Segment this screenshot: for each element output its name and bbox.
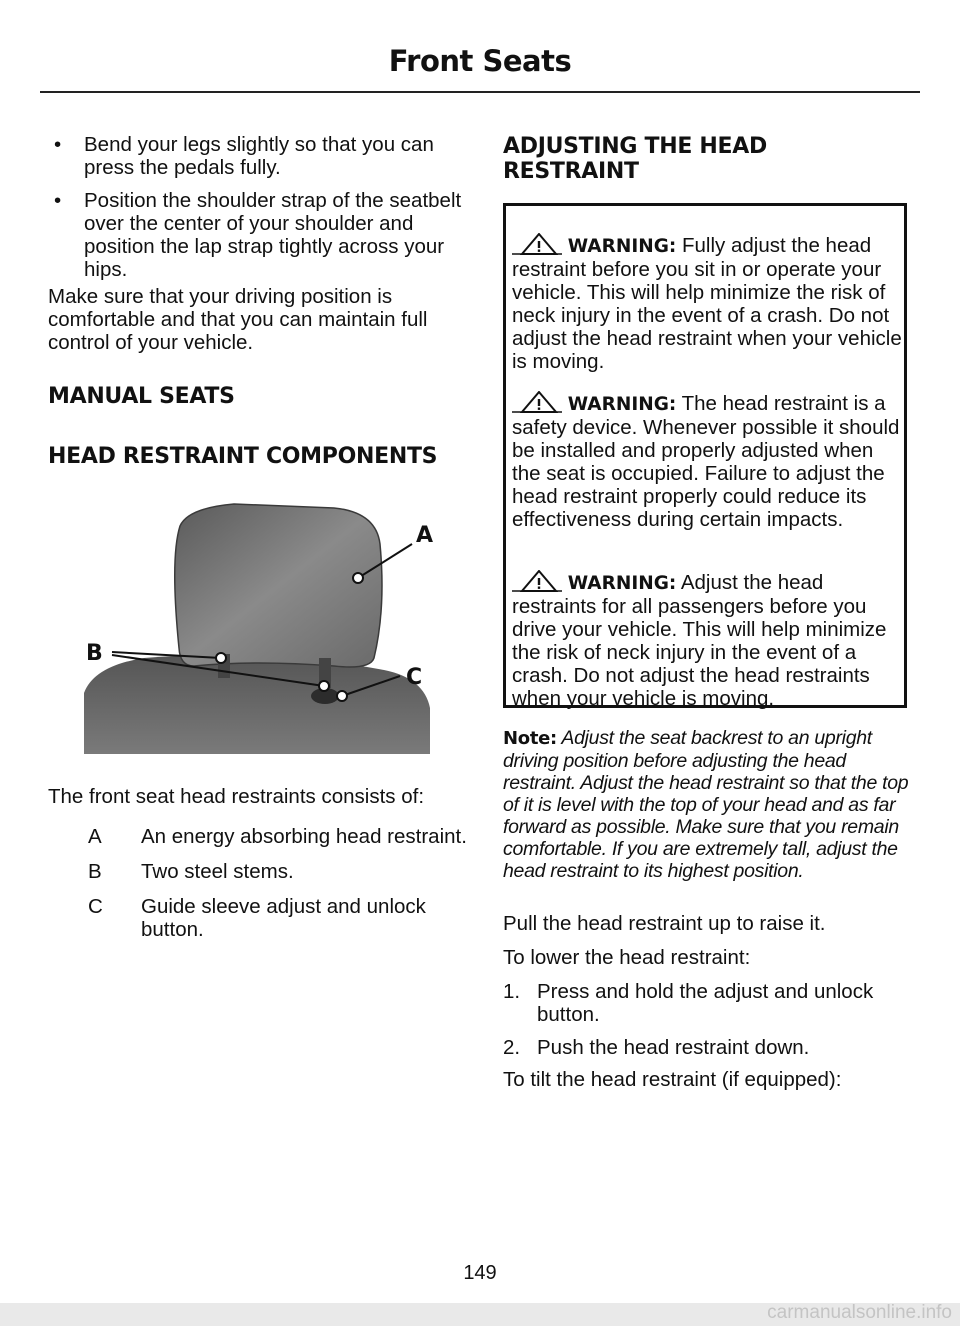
section-title-adjusting: ADJUSTING THE HEAD RESTRAINT	[503, 134, 767, 184]
warning-item	[512, 570, 904, 710]
legend-value: Guide sleeve adjust and unlock button.	[141, 895, 426, 941]
warning-text: The head restraint is a safety device. Whenever possible it should be installed and properly adjusted when the seat is occupied. Failure to adjust the head restraint properly could reduce its effectiveness during certain impacts.	[512, 392, 900, 531]
header-divider	[40, 91, 920, 93]
legend-row	[88, 895, 468, 941]
warning-label: WARNING:	[567, 394, 677, 415]
figure-label-c: C	[406, 665, 423, 690]
legend-row	[88, 860, 468, 883]
components-intro: The front seat head restraints consists of:	[48, 785, 425, 808]
components-legend	[88, 825, 468, 953]
figure-label-a: A	[416, 523, 434, 548]
step-number: 1.	[503, 980, 521, 1003]
warning-text: Fully adjust the head restraint before you sit in or operate your vehicle. This will help minimize the risk of neck injury in the event of a crash. Do not adjust the head restraint when your vehicle is moving.	[512, 234, 902, 373]
watermark: carmanualsonline.info	[767, 1302, 952, 1323]
warning-triangle-icon	[512, 570, 562, 592]
step-text: Push the head restraint down.	[537, 1036, 810, 1059]
subsection-title-components: HEAD RESTRAINT COMPONENTS	[48, 444, 438, 469]
warning-label: WARNING:	[567, 573, 677, 594]
warning-box	[503, 203, 907, 708]
legend-key: B	[88, 860, 102, 883]
legend-value: Two steel stems.	[141, 860, 294, 883]
raise-instruction: Pull the head restraint up to raise it.	[503, 912, 826, 935]
section-title-manual-seats: MANUAL SEATS	[48, 384, 235, 409]
legend-value: An energy absorbing head restraint.	[141, 825, 467, 848]
page-number: 149	[463, 1262, 497, 1284]
note-text: Adjust the seat backrest to an upright driving position before adjusting the head restraint. Adjust the head restraint so that the top of it is level with the top of your head and as far forward as possible. Make sure that you remain comfortable. If you are extremely tall, adjust the head restraint to its highest position.	[503, 727, 909, 882]
step-text: Press and hold the adjust and unlock button.	[537, 980, 874, 1026]
bullet-item: • Bend your legs slightly so that you can press the pedals fully.	[48, 133, 463, 179]
warning-text: Adjust the head restraints for all passengers before you drive your vehicle. This will help minimize the risk of neck injury in the event of a crash. Do not adjust the head restraints when your vehicle is moving.	[512, 571, 887, 710]
note-paragraph	[503, 727, 915, 882]
paragraph-driving-position: Make sure that your driving position is comfortable and that you can maintain full control of your vehicle.	[48, 285, 428, 354]
step-item	[503, 1036, 915, 1059]
warning-label: WARNING:	[567, 236, 677, 257]
warning-triangle-icon	[512, 233, 562, 255]
head-restraint-cushion	[175, 504, 382, 667]
bullet-list	[48, 133, 463, 291]
head-restraint-figure	[84, 498, 434, 754]
tilt-intro: To tilt the head restraint (if equipped):	[503, 1068, 842, 1091]
lower-steps	[503, 980, 915, 1069]
step-number: 2.	[503, 1036, 521, 1059]
legend-key: A	[88, 825, 102, 848]
warning-item	[512, 391, 904, 531]
figure-label-b: B	[86, 641, 103, 666]
page-title: Front Seats	[388, 44, 572, 78]
lower-intro: To lower the head restraint:	[503, 946, 751, 969]
note-label: Note:	[503, 728, 557, 749]
bullet-item: • Position the shoulder strap of the seatbelt over the center of your shoulder and position the lap strap tightly across your hips.	[48, 189, 463, 281]
step-item	[503, 980, 915, 1026]
warning-triangle-icon	[512, 391, 562, 413]
legend-row	[88, 825, 468, 848]
seat-back	[84, 655, 430, 754]
legend-key: C	[88, 895, 103, 918]
warning-item	[512, 233, 904, 373]
